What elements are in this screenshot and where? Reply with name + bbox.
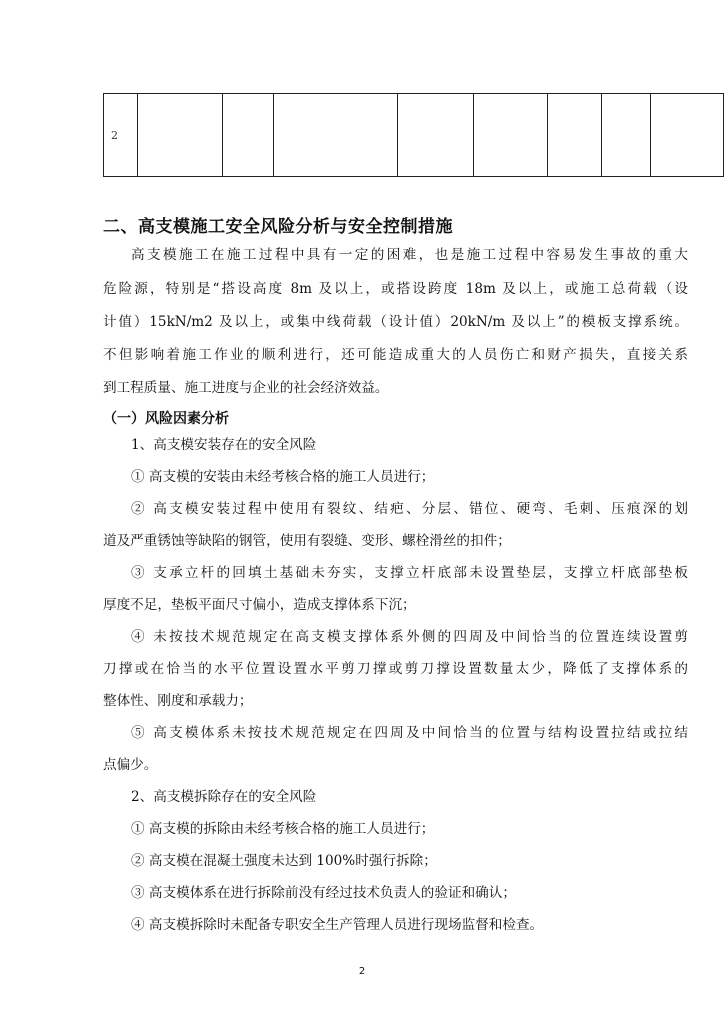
install-line: ④ 未按技术规范规定在高支模支撑体系外侧的四周及中间恰当的位置连续设置剪 (131, 629, 688, 645)
table-cell (223, 94, 274, 177)
subsection-heading: （一）风险因素分析 (103, 411, 229, 427)
removal-line: ③ 高支模体系在进行拆除前没有经过技术负责人的验证和确认； (131, 885, 516, 901)
table-cell (547, 94, 602, 177)
table-cell (397, 94, 473, 177)
table-cell (473, 94, 547, 177)
removal-title: 2、高支模拆除存在的安全风险 (131, 789, 317, 805)
table-cell (650, 94, 723, 177)
removal-line: ④ 高支模拆除时未配备专职安全生产管理人员进行现场监督和检查。 (131, 917, 544, 933)
intro-line: 计值）15kN/m2 及以上，或集中线荷载（设计值）20kN/m 及以上”的模板支撑系统。 (103, 314, 688, 330)
install-line: 整体性、刚度和承载力； (103, 693, 253, 709)
removal-line: ① 高支模的拆除由未经考核合格的施工人员进行； (131, 821, 435, 837)
data-table (103, 93, 724, 177)
table-cell (137, 94, 223, 177)
intro-line: 不但影响着施工作业的顺利进行，还可能造成重大的人员伤亡和财产损失，直接关系 (103, 347, 688, 363)
table-cell (273, 94, 397, 177)
install-line: ③ 支承立杆的回填土基础未夯实，支撑立杆底部未设置垫层，支撑立杆底部垫板 (131, 565, 688, 581)
install-line: ② 高支模安装过程中使用有裂纹、结疤、分层、错位、硬弯、毛刺、压痕深的划 (131, 501, 688, 517)
section-heading: 二、高支模施工安全风险分析与安全控制措施 (103, 217, 453, 237)
install-title: 1、高支模安装存在的安全风险 (131, 437, 317, 453)
table-cell (602, 94, 651, 177)
page-number: 2 (358, 966, 366, 977)
table-row (104, 94, 724, 177)
install-line: ⑤ 高支模体系未按技术规范规定在四周及中间恰当的位置与结构设置拉结或拉结 (131, 725, 688, 741)
install-line: 道及严重锈蚀等缺陷的钢管，使用有裂缝、变形、螺栓滑丝的扣件； (103, 533, 511, 549)
row-number-cell: 2 (104, 94, 138, 177)
removal-line: ② 高支模在混凝土强度未达到 100%时强行拆除； (131, 853, 437, 869)
intro-line: 危险源，特别是“搭设高度 8m 及以上，或搭设跨度 18m 及以上，或施工总荷载（设 (103, 281, 688, 297)
install-line: 点偏少。 (103, 757, 158, 773)
install-line: 刀撑或在恰当的水平位置设置水平剪刀撑或剪刀撑设置数量太少，降低了支撑体系的 (103, 661, 688, 677)
intro-line: 到工程质量、施工进度与企业的社会经济效益。 (103, 380, 389, 396)
install-line: 厚度不足，垫板平面尺寸偏小，造成支撑体系下沉； (103, 597, 416, 613)
intro-line: 高支模施工在施工过程中具有一定的困难，也是施工过程中容易发生事故的重大 (131, 247, 688, 263)
install-line: ① 高支模的安装由未经考核合格的施工人员进行； (131, 469, 435, 485)
